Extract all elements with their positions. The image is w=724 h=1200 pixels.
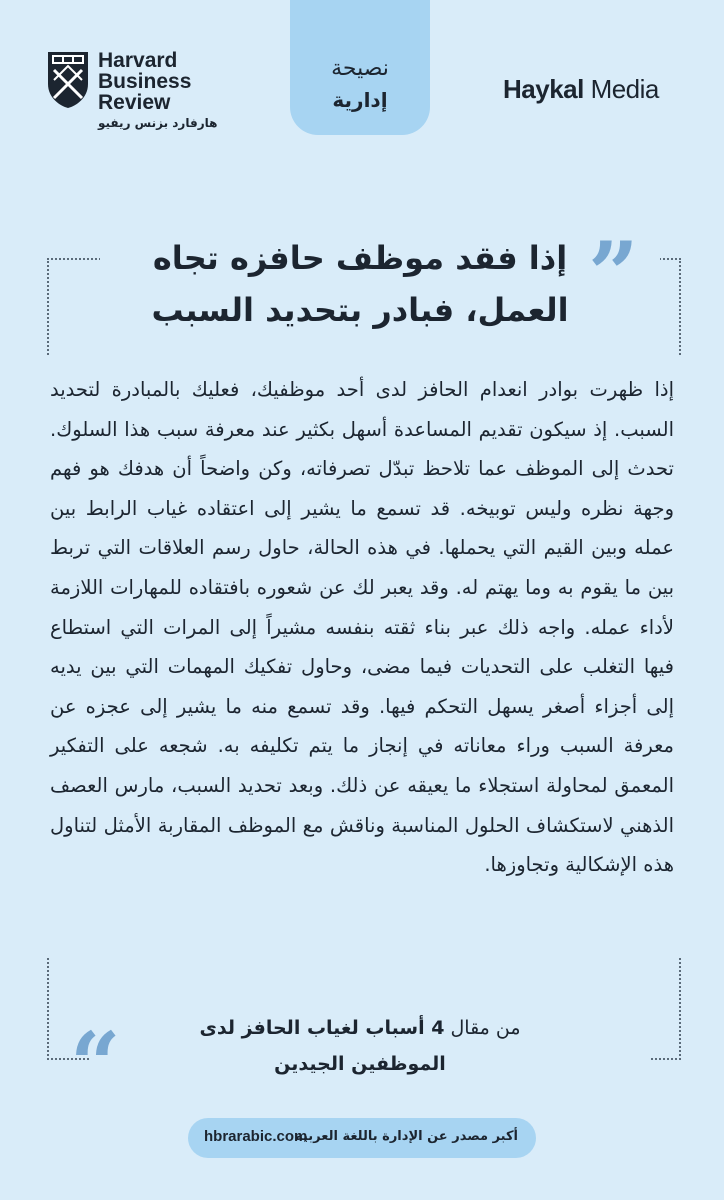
category-line-2: إدارية bbox=[332, 88, 388, 112]
hbr-arabic-name: هارفارد بزنس ريفيو bbox=[98, 116, 218, 130]
footer-tagline: أكبر مصدر عن الإدارة باللغة العربية bbox=[295, 1129, 518, 1144]
article-body: إذا ظهرت بوادر انعدام الحافز لدى أحد موظفيك، فعليك بالمبادرة لتحديد السبب. إذ سيكون تقديم المساعدة أسهل بكثير عند معرفة سبب هذا السلوك. تحدث إلى الموظف عما تلاحظ تبدّل تصرفاته، وكن واضحاً أن هدفك هو فهم وجهة نظره وليس توبيخه. قد تسمع ما يشير إلى اعتقاده غياب الرابط بين عمله وبين القيم التي يحملها. في هذه الحالة، حاول رسم العلاقات التي تربط بين ما يقوم به وما يهتم له. وقد يعبر لك عن شعوره بافتقاده للمهارات اللازمة لأداء عمله. واجه ذلك عبر بناء ثقته بنفسه مشيراً إلى المرات التي استطاع فيها التغلب على التحديات فيما مضى، وحاول تفكيك المهمات التي بين يديه إلى أجزاء أصغر يسهل التحكم فيها. وقد تسمع منه ما يشير إلى عجزه عن معرفة السبب وراء معاناته في إنجاز ما يتم تكليفه به. شجعه على التفكير المعمق لمحاولة استجلاء ما يعيقه عن ذلك. وبعد تحديد السبب، مارس العصف الذهني لاستكشاف الحلول المناسبة وناقش مع الموظف المقاربة الأمثل لتناول هذه الإشكالية وتجاوزها. bbox=[50, 378, 674, 877]
haykal-logo-part1: Haykal bbox=[503, 74, 584, 104]
source-citation bbox=[150, 1010, 570, 1082]
quote-close-icon: “ bbox=[70, 1012, 121, 1116]
source-prefix: من مقال bbox=[444, 1017, 521, 1039]
haykal-logo-part2: Media bbox=[583, 74, 659, 104]
article-title: إذا فقد موظف حافزه تجاه العمل، فبادر بتحديد السبب bbox=[151, 239, 569, 329]
hbr-word: Harvard bbox=[98, 49, 178, 72]
haykal-media-logo[interactable] bbox=[503, 74, 659, 105]
header bbox=[0, 0, 724, 190]
footer-pill bbox=[188, 1118, 536, 1158]
source-article-title[interactable]: 4 أسباب لغياب الحافز لدى الموظفين الجيدين bbox=[199, 1017, 446, 1075]
hbr-logo[interactable] bbox=[46, 50, 216, 140]
category-line-1: نصيحة bbox=[331, 56, 389, 81]
hbr-word: Business bbox=[98, 70, 192, 93]
quote-open-icon: ” bbox=[588, 222, 639, 326]
hbr-shield-icon bbox=[46, 50, 90, 110]
hbr-word: Review bbox=[98, 91, 171, 114]
category-tab bbox=[290, 0, 430, 135]
hbr-wordmark bbox=[98, 50, 191, 113]
footer-site-link[interactable]: hbrarabic.com bbox=[204, 1128, 308, 1145]
